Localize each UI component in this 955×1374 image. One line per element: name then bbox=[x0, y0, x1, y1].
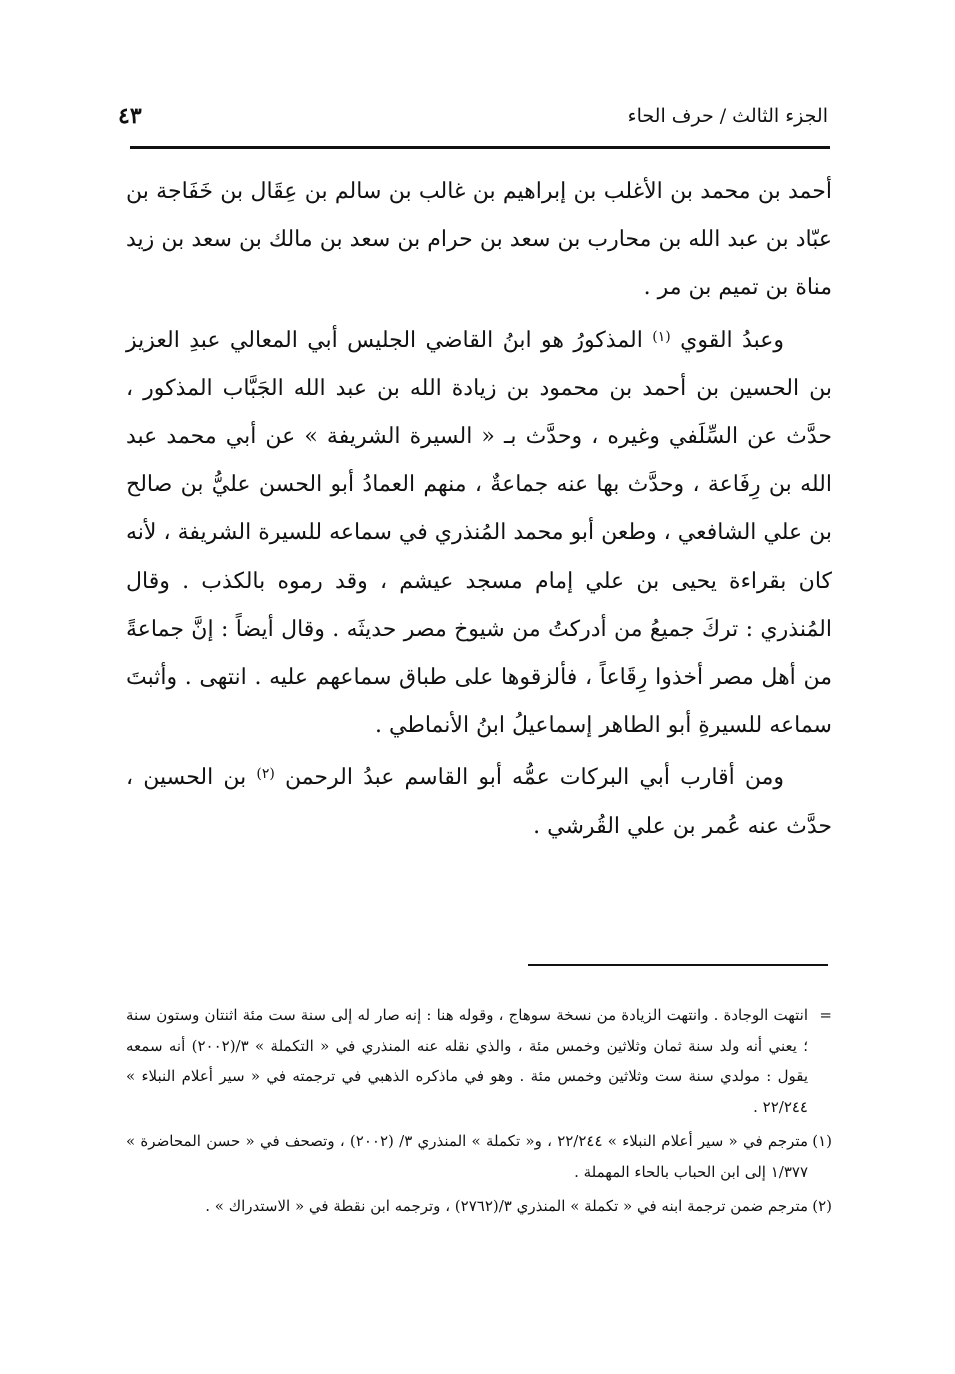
footnote-2 bbox=[126, 1191, 832, 1222]
main-text bbox=[126, 168, 832, 851]
paragraph-lineage: أحمد بن محمد بن الأغلب بن إبراهيم بن غالب بن سالم بن عِقَال بن خَفَاجة بن عبّاد بن عبد الله بن محارب بن سعد بن حرام بن سعد بن مالك بن سعد بن زيد مناة بن تميم بن مر . bbox=[126, 179, 832, 301]
running-head: الجزء الثالث / حرف الحاء bbox=[627, 105, 828, 127]
footnote-continued bbox=[126, 1000, 832, 1122]
paragraph-abd-al-qawi-start: وعبدُ القوي bbox=[680, 327, 784, 353]
footnote-marker: = bbox=[819, 1006, 832, 1024]
paragraph-relatives-start: ومن أقارب أبي البركات عمُّه أبو القاسم عبدُ الرحمن bbox=[284, 765, 785, 791]
footnote-1 bbox=[126, 1126, 832, 1187]
footnote-ref-2: (٢) bbox=[256, 766, 275, 783]
page-number: ٤٣ bbox=[118, 103, 142, 129]
paragraph-abd-al-qawi-body: المذكورُ هو ابنُ القاضي الجليس أبي المعالي عبدِ العزيز بن الحسين بن أحمد بن محمود بن زيادة الله بن عبد الله الجَبَّاب المذكور ، حدَّث عن السِّلَفي وغيره ، وحدَّث بـ « السيرة الشريفة » عن أبي محمد عبد الله بن رِفَاعة ، وحدَّث بها عنه جماعةٌ ، منهم العمادُ أبو الحسن عليُّ بن صالح بن علي الشافعي ، وطعن أبو محمد المُنذري في سماعه للسيرة الشريفة ، لأنه كان بقراءة يحيى بن علي إمام مسجد عيشم ، وقد رموه بالكذب . وقال المُنذري : تركَ جميعُ من أدركتُ من شيوخ مصر حديثَه . وقال أيضاً : إنَّ جماعةً من أهل مصر أخذوا رِقَاعاً ، فألزقوها على طباق سماعهم عليه . انتهى . وأثبتَ سماعه للسيرةِ أبو الطاهر إسماعيلُ ابنُ الأنماطي . bbox=[126, 327, 833, 739]
paragraph-relatives-end: بن الحسين ، حدَّث عنه عُمر بن علي القُرشي . bbox=[126, 765, 832, 839]
page-header bbox=[118, 96, 828, 136]
footnotes bbox=[126, 1000, 832, 1226]
footnote-ref-1: (١) bbox=[652, 328, 671, 345]
footnote-text: مترجم ضمن ترجمة ابنه في « تكملة » المنذري ٣/(٢٧٦٢) ، وترجمه ابن نقطة في « الاستدراك » . bbox=[205, 1197, 808, 1215]
header-rule bbox=[130, 146, 830, 149]
paragraph-abd-al-qawi bbox=[126, 313, 832, 751]
footnote-text: انتهت الوجادة . وانتهت الزيادة من نسخة سوهاج ، وقوله هنا : إنه صار له إلى سنة ست مئة اثنتان وستون سنة ؛ يعني أنه ولد سنة ثمان وثلاثين وخمس مئة ، والذي نقله عنه المنذري في « التكملة » ٣/(٢٠٠٢) أنه سمعه يقول : مولدي سنة ست وثلاثين وخمس مئة . وهو في ماذكره الذهبي في ترجمته في « سير أعلام النبلاء » ٢٢/٢٤٤ . bbox=[126, 1006, 809, 1116]
footnote-marker: (١) bbox=[812, 1132, 832, 1150]
footnote-marker: (٢) bbox=[812, 1197, 832, 1215]
paragraph-relatives bbox=[126, 750, 832, 850]
footnote-separator bbox=[528, 964, 828, 966]
footnote-text: مترجم في « سير أعلام النبلاء » ٢٢/٢٤٤ ، و« تكملة » المنذري ٣/ (٢٠٠٢) ، وتصحف في « حسن المحاضرة » ١/٣٧٧ إلى ابن الحباب بالحاء المهملة . bbox=[126, 1132, 808, 1181]
